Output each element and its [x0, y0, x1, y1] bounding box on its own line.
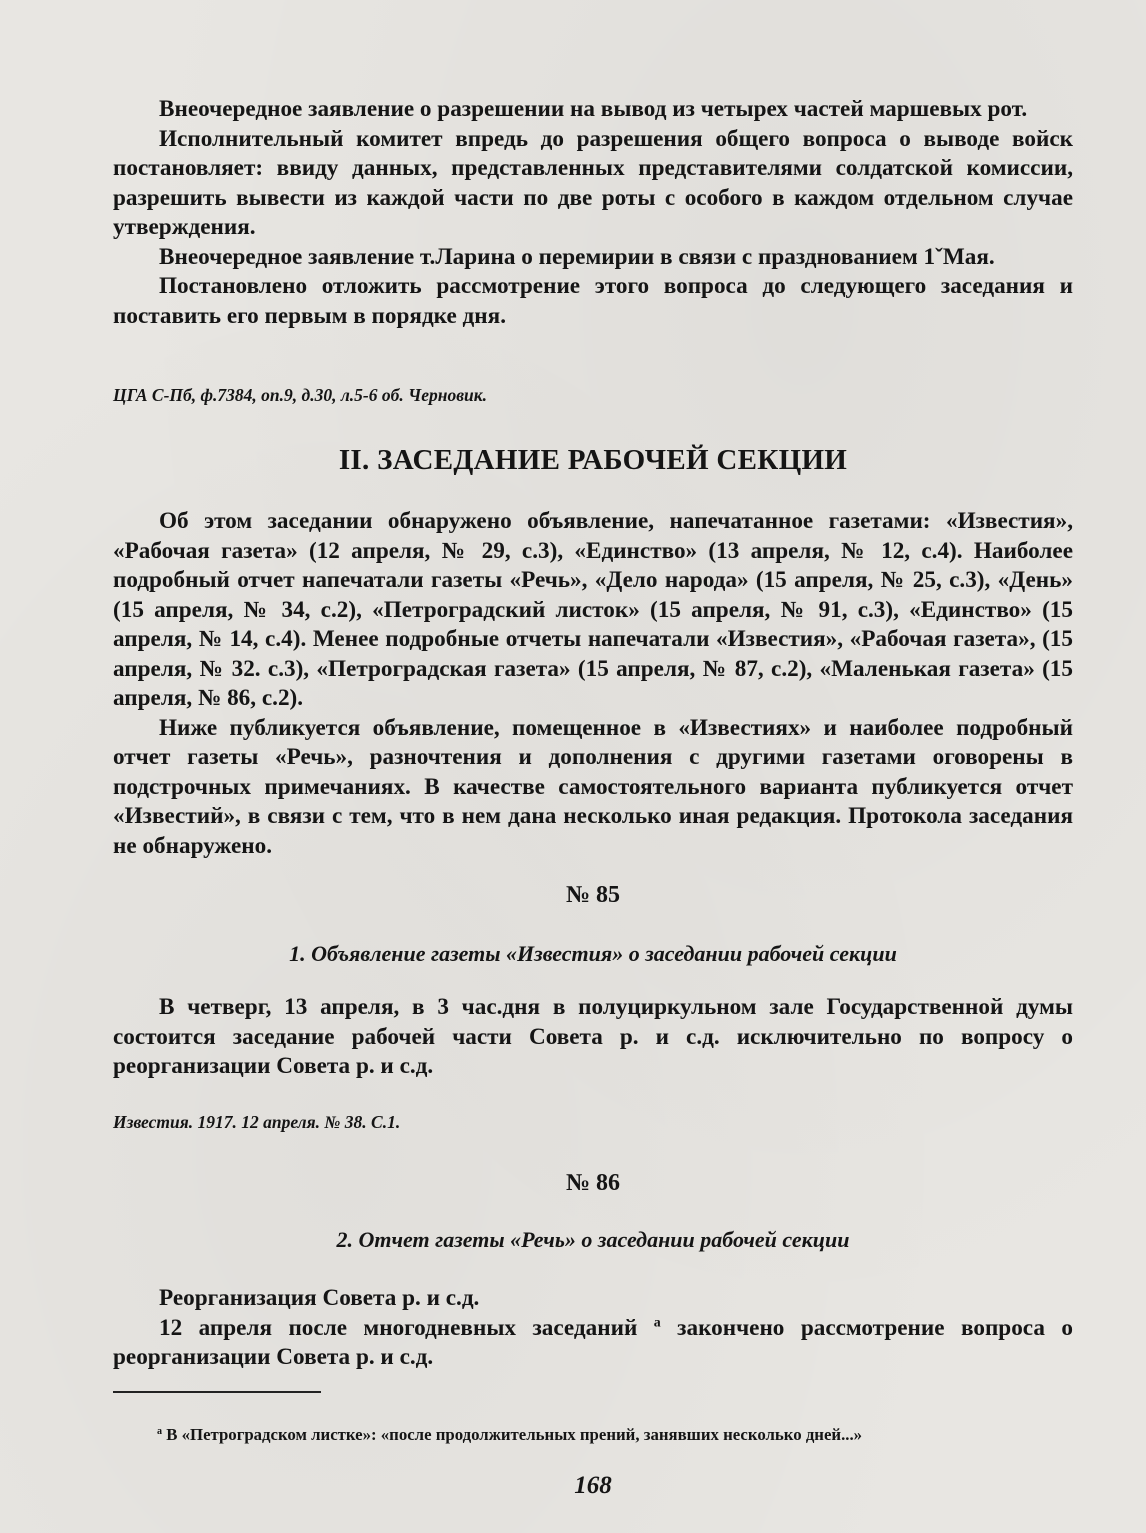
- intro-paragraph-3: Внеочередное заявление т.Ларина о перемирии в связи с празднованием 1ˇМая.: [159, 243, 995, 270]
- archive-source-citation: ЦГА С-Пб, ф.7384, оп.9, д.30, л.5-6 об. Черновик.: [113, 385, 487, 405]
- footnote-mark: а: [157, 1425, 163, 1437]
- intro-source-block: [113, 381, 1073, 411]
- document-86-text: [113, 1314, 1073, 1373]
- document-86-text-end: закончено рассмотрение вопроса о реорганизации Совета р. и с.д.: [113, 1314, 1073, 1370]
- intro-paragraph-2: Исполнительный комитет впредь до разрешения общего вопроса о выводе войск постановляет: ввиду данных, представленных представителями солдатской комиссии, разрешить вывести из каждой части по две роты с особого в каждом отдельном случае утверждения.: [113, 125, 1073, 240]
- document-85-text: В четверг, 13 апреля, в 3 час.дня в полуциркульном зале Государственной думы состоится заседание рабочей части Совета р. и с.д. исключительно по вопросу о реорганизации Совета р. и с.д.: [113, 994, 1073, 1079]
- document-86-text-start: 12 апреля после многодневных заседаний: [159, 1314, 638, 1341]
- document-number-86: № 86: [565, 1170, 621, 1196]
- intro-block: [113, 95, 1073, 331]
- footnote-separator: [113, 1391, 321, 1393]
- section-paragraph-1: Об этом заседании обнаружено объявление, напечатанное газетами: «Известия», «Рабочая газета» (12 апреля, № 29, с.3), «Единство» (13 апреля, № 12, с.4). Наиболее подробный отчет напечатали газеты «Речь», «Дело народа» (15 апреля, № 25, с.3), «День» (15 апреля, № 34, с.2), «Петроградский листок» (15 апреля, № 91, с.3), «Единство» (15 апреля, № 14, с.4). Менее подробные отчеты напечатали «Известия», «Рабочая газета», (15 апреля, № 32. с.3), «Петроградская газета» (15 апреля, № 87, с.2), «Маленькая газета» (15 апреля, № 86, с.2).: [113, 508, 1073, 711]
- document-86-subtitle: Реорганизация Совета р. и с.д.: [159, 1285, 480, 1311]
- intro-paragraph-4: Постановлено отложить рассмотрение этого вопроса до следующего заседания и поставить его первым в порядке дня.: [113, 273, 1073, 329]
- document-number-85: № 85: [565, 882, 621, 908]
- footnote: [157, 1425, 1077, 1445]
- document-85-heading: 1. Объявление газеты «Известия» о заседании рабочей секции: [289, 941, 897, 966]
- document-85-body: [113, 993, 1073, 1082]
- document-86-heading: 2. Отчет газеты «Речь» о заседании рабочей секции: [336, 1227, 850, 1252]
- section-paragraph-2: Ниже публикуется объявление, помещенное в «Известиях» и наиболее подробный отчет газеты «Речь», разночтения и дополнения с другими газетами оговорены в подстрочных примечаниях. В качестве самостоятельного варианта публикуется отчет «Известий», в связи с тем, что в нем дана несколько иная редакция. Протокола заседания не обнаружено.: [113, 714, 1073, 859]
- intro-paragraph-1: Внеочередное заявление о разрешении на вывод из четырех частей маршевых рот.: [159, 96, 1028, 122]
- page-number: 168: [574, 1472, 612, 1499]
- section-body: [113, 507, 1073, 861]
- footnote-text: В «Петроградском листке»: «после продолжительных прений, занявших несколько дней...»: [166, 1425, 863, 1444]
- document-85-source-block: [113, 1108, 1073, 1138]
- document-86-body: [113, 1284, 1073, 1373]
- section-title: II. ЗАСЕДАНИЕ РАБОЧЕЙ СЕКЦИИ: [338, 444, 848, 476]
- footnote-reference-mark: а: [653, 1315, 661, 1331]
- document-85-source: Известия. 1917. 12 апреля. № 38. С.1.: [113, 1112, 401, 1132]
